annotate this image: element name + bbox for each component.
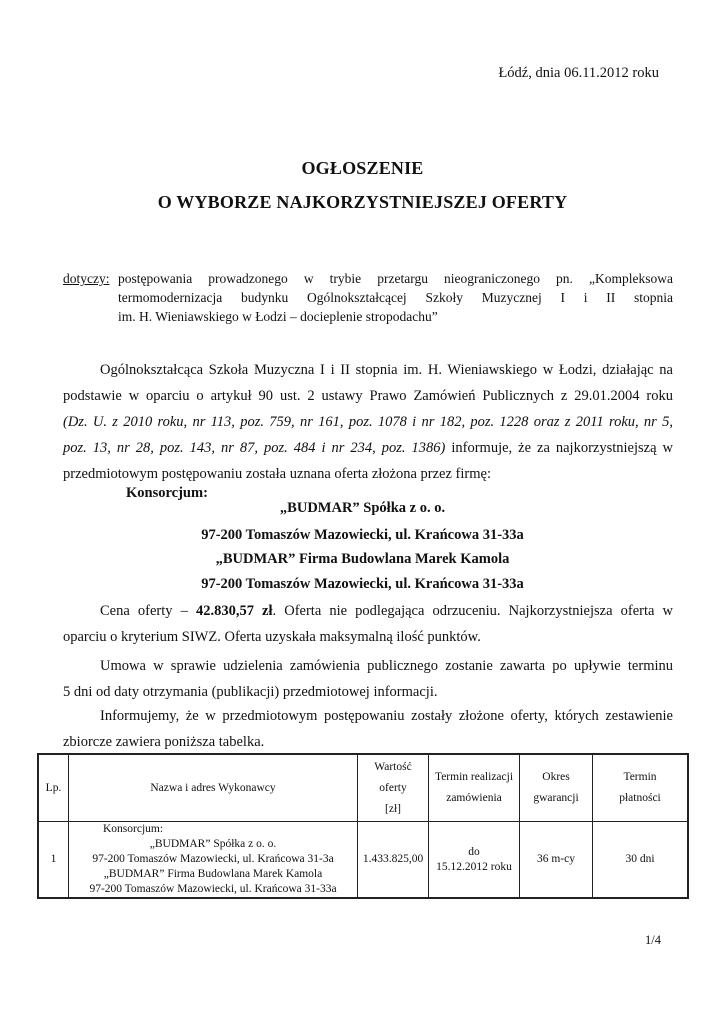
legal-reference-end: poz. 13, nr 28, poz. 143, nr 87, poz. 484 i nr 234, poz. 1386) (63, 440, 446, 456)
header-payment-line: Termin (623, 771, 657, 783)
offer-price: 42.830,57 zł (195, 603, 273, 619)
header-value-line: [zł] (385, 802, 401, 815)
header-term-line: Termin realizacji (434, 771, 514, 783)
offers-table (37, 753, 689, 899)
row-value: 1.433.825,00 (358, 822, 429, 899)
row-contractor-line: „BUDMAR” Firma Budowlana Marek Kamola (103, 868, 323, 880)
paragraph-price (63, 598, 673, 650)
paragraph-contract (63, 653, 673, 705)
header-name: Nazwa i adres Wykonawcy (69, 754, 358, 822)
concerns-line-1: postępowania prowadzonego w trybie przetargu nieograniczonego pn. „Kompleksowa (118, 271, 673, 286)
table-header-row (38, 754, 688, 822)
header-value (358, 754, 429, 822)
firm-2-name: „BUDMAR” Firma Budowlana Marek Kamola (215, 551, 510, 567)
row-contractor-line: „BUDMAR” Spółka z o. o. (149, 838, 277, 850)
paragraph-intro (63, 357, 673, 487)
document-title: OGŁOSZENIE (301, 158, 424, 178)
header-payment (593, 754, 689, 822)
row-contractor (69, 822, 358, 899)
header-term-line: zamówienia (446, 792, 502, 804)
row-contractor-line: 97-200 Tomaszów Mazowiecki, ul. Krańcowa 31-3a (92, 853, 334, 865)
header-value-line: oferty (379, 781, 407, 794)
paragraph-line: Informujemy, że w przedmiotowym postępowaniu zostały złożone oferty, których zestawienie (100, 708, 673, 724)
paragraph-line: podstawie w oparciu o artykuł 90 ust. 2 ustawy Prawo Zamówień Publicznych z 29.01.2004 roku (63, 388, 673, 404)
header-term (429, 754, 520, 822)
row-contractor-line: Konsorcjum: (103, 823, 164, 835)
paragraph-line (63, 435, 673, 461)
header-payment-line: płatności (619, 792, 661, 804)
page-number: 1/4 (645, 933, 661, 947)
paragraph-line: Ogólnokształcąca Szkoła Muzyczna I i II stopnia im. H. Wieniawskiego w Łodzi, działając na (100, 362, 673, 378)
document-subtitle: O WYBORZE NAJKORZYSTNIEJSZEJ OFERTY (157, 192, 568, 212)
paragraph-text: Cena oferty – (100, 603, 196, 619)
row-lp: 1 (38, 822, 69, 899)
paragraph-text: . Oferta nie podlegająca odrzuceniu. Najkorzystniejsza oferta w (272, 603, 673, 619)
table-row (38, 822, 688, 899)
concerns-line-2: termomodernizacja budynku Ogólnokształcącej Szkoły Muzycznej I i II stopnia (118, 290, 673, 305)
paragraph-line (63, 598, 673, 624)
header-value-line: Wartość (374, 760, 412, 773)
paragraph-line: Umowa w sprawie udzielenia zamówienia publicznego zostanie zawarta po upływie terminu (100, 658, 673, 674)
consortium-label: Konsorcjum: (126, 485, 208, 501)
header-lp: Lp. (38, 754, 69, 822)
header-warranty-line: gwarancji (533, 792, 579, 804)
paragraph-line: przedmiotowym postępowaniu została uznana oferta złożona przez firmę: (63, 466, 491, 482)
paragraph-summary (63, 703, 673, 755)
paragraph-text: informuje, że za najkorzystniejszą w (445, 440, 673, 456)
header-warranty (520, 754, 593, 822)
concerns-label: dotyczy: (63, 271, 110, 286)
row-contractor-line: 97-200 Tomaszów Mazowiecki, ul. Krańcowa 31-33a (89, 883, 337, 895)
firm-1-name: „BUDMAR” Spółka z o. o. (279, 500, 446, 516)
concerns-section (63, 269, 673, 326)
legal-reference-line: (Dz. U. z 2010 roku, nr 113, poz. 759, nr 161, poz. 1078 i nr 182, poz. 1228 oraz z 2011 roku, nr 5, (63, 414, 673, 430)
row-warranty: 36 m-cy (520, 822, 593, 899)
row-term-line: 15.12.2012 roku (436, 860, 512, 873)
firm-2-address: 97-200 Tomaszów Mazowiecki, ul. Krańcowa 31-33a (201, 576, 524, 592)
paragraph-line: 5 dni od daty otrzymania (publikacji) przedmiotowej informacji. (63, 684, 438, 700)
document-date: Łódź, dnia 06.11.2012 roku (498, 65, 659, 81)
row-payment: 30 dni (593, 822, 689, 899)
row-term-line: do (468, 845, 480, 858)
header-warranty-line: Okres (542, 771, 570, 783)
paragraph-line: zbiorcze zawiera poniższa tabelka. (63, 734, 265, 750)
paragraph-line: oparciu o kryterium SIWZ. Oferta uzyskała maksymalną ilość punktów. (63, 629, 481, 645)
concerns-line-3: im. H. Wieniawskiego w Łodzi – docieplenie stropodachu” (118, 309, 438, 324)
row-term (429, 822, 520, 899)
firm-1-address: 97-200 Tomaszów Mazowiecki, ul. Krańcowa 31-33a (201, 527, 524, 543)
